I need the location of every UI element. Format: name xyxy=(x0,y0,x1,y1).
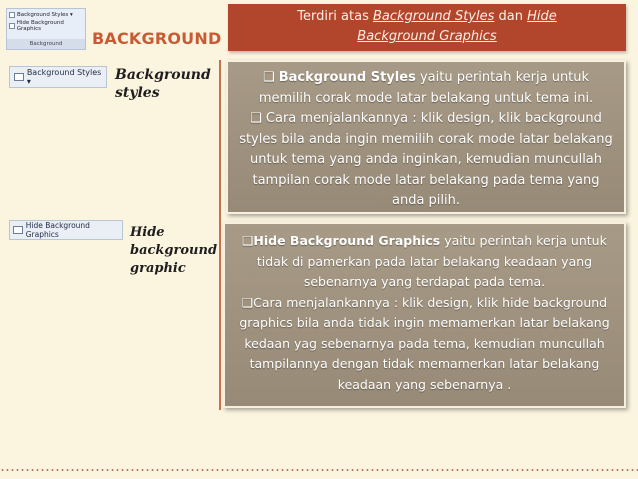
background-styles-card xyxy=(226,60,626,214)
title-term-hide: Hide xyxy=(527,9,557,24)
checkbox-icon xyxy=(13,226,23,234)
background-styles-button-image xyxy=(9,66,107,88)
ribbon-group-label: Background xyxy=(7,39,85,49)
ribbon-hide-graphics xyxy=(7,20,85,31)
title-middle: dan xyxy=(494,9,528,24)
checkbox-icon xyxy=(9,23,15,29)
button-label: Background Styles ▾ xyxy=(26,68,102,86)
ribbon-background-styles xyxy=(7,9,85,20)
hide-background-graphics-card xyxy=(223,222,626,408)
ribbon-item-label: Hide Background Graphics xyxy=(16,19,64,32)
title-prefix: Terdiri atas xyxy=(297,9,373,24)
checkbox-bullet-icon: ❑ xyxy=(241,294,254,310)
ribbon-item-label: Background Styles ▾ xyxy=(17,11,73,18)
card-text: yaitu perintah kerja untuk memilih corak mode latar belakang untuk tema ini. xyxy=(258,70,594,106)
background-styles-label xyxy=(115,66,211,102)
hide-background-graphic-label xyxy=(130,224,217,278)
card-text: yaitu perintah kerja untuk tidak di pamerkan pada latar belakang keadaan yang sebenarnya yang terdapat pada tema. xyxy=(256,233,607,289)
hide-background-graphics-button-image xyxy=(9,220,123,240)
label-line: Background xyxy=(115,67,211,83)
vertical-divider xyxy=(219,60,221,410)
checkbox-bullet-icon: ❑ xyxy=(242,233,254,248)
button-label: Hide Background Graphics xyxy=(25,221,90,239)
palette-icon xyxy=(14,73,24,81)
section-heading: BACKGROUND xyxy=(92,29,222,48)
ribbon-thumbnail xyxy=(6,8,86,50)
title-term-background-graphics: Background Graphics xyxy=(357,29,497,44)
label-line: styles xyxy=(115,85,160,101)
title-term-background-styles: Background Styles xyxy=(372,9,495,24)
card-term: Hide Background Graphics xyxy=(253,233,441,248)
card-text: Cara menjalankannya : klik design, klik hide background graphics bila anda tidak ingin memamerkan latar belakang kedaan yag sebenarnya pada tema, kemudian muncullah tampilannya dengan tidak memamerkan latar belakang keadaan yang sebenarnya . xyxy=(239,294,610,392)
checkbox-bullet-icon: ❑ xyxy=(250,111,262,126)
title-banner xyxy=(228,4,626,51)
label-line: graphic xyxy=(130,261,186,276)
dotted-footer-line xyxy=(0,469,638,471)
card-term: Background Styles xyxy=(278,70,416,85)
label-line: Hide xyxy=(130,225,165,240)
palette-icon xyxy=(9,12,15,18)
card-text: Cara menjalankannya : klik design, klik background styles bila anda ingin memilih corak mode latar belakang untuk tema yang anda inginkan, kemudian muncullah tampilan corak mode latar belakang pada tema yang anda pilih. xyxy=(239,111,613,208)
checkbox-bullet-icon: ❑ xyxy=(262,70,275,85)
label-line: background xyxy=(130,243,218,258)
